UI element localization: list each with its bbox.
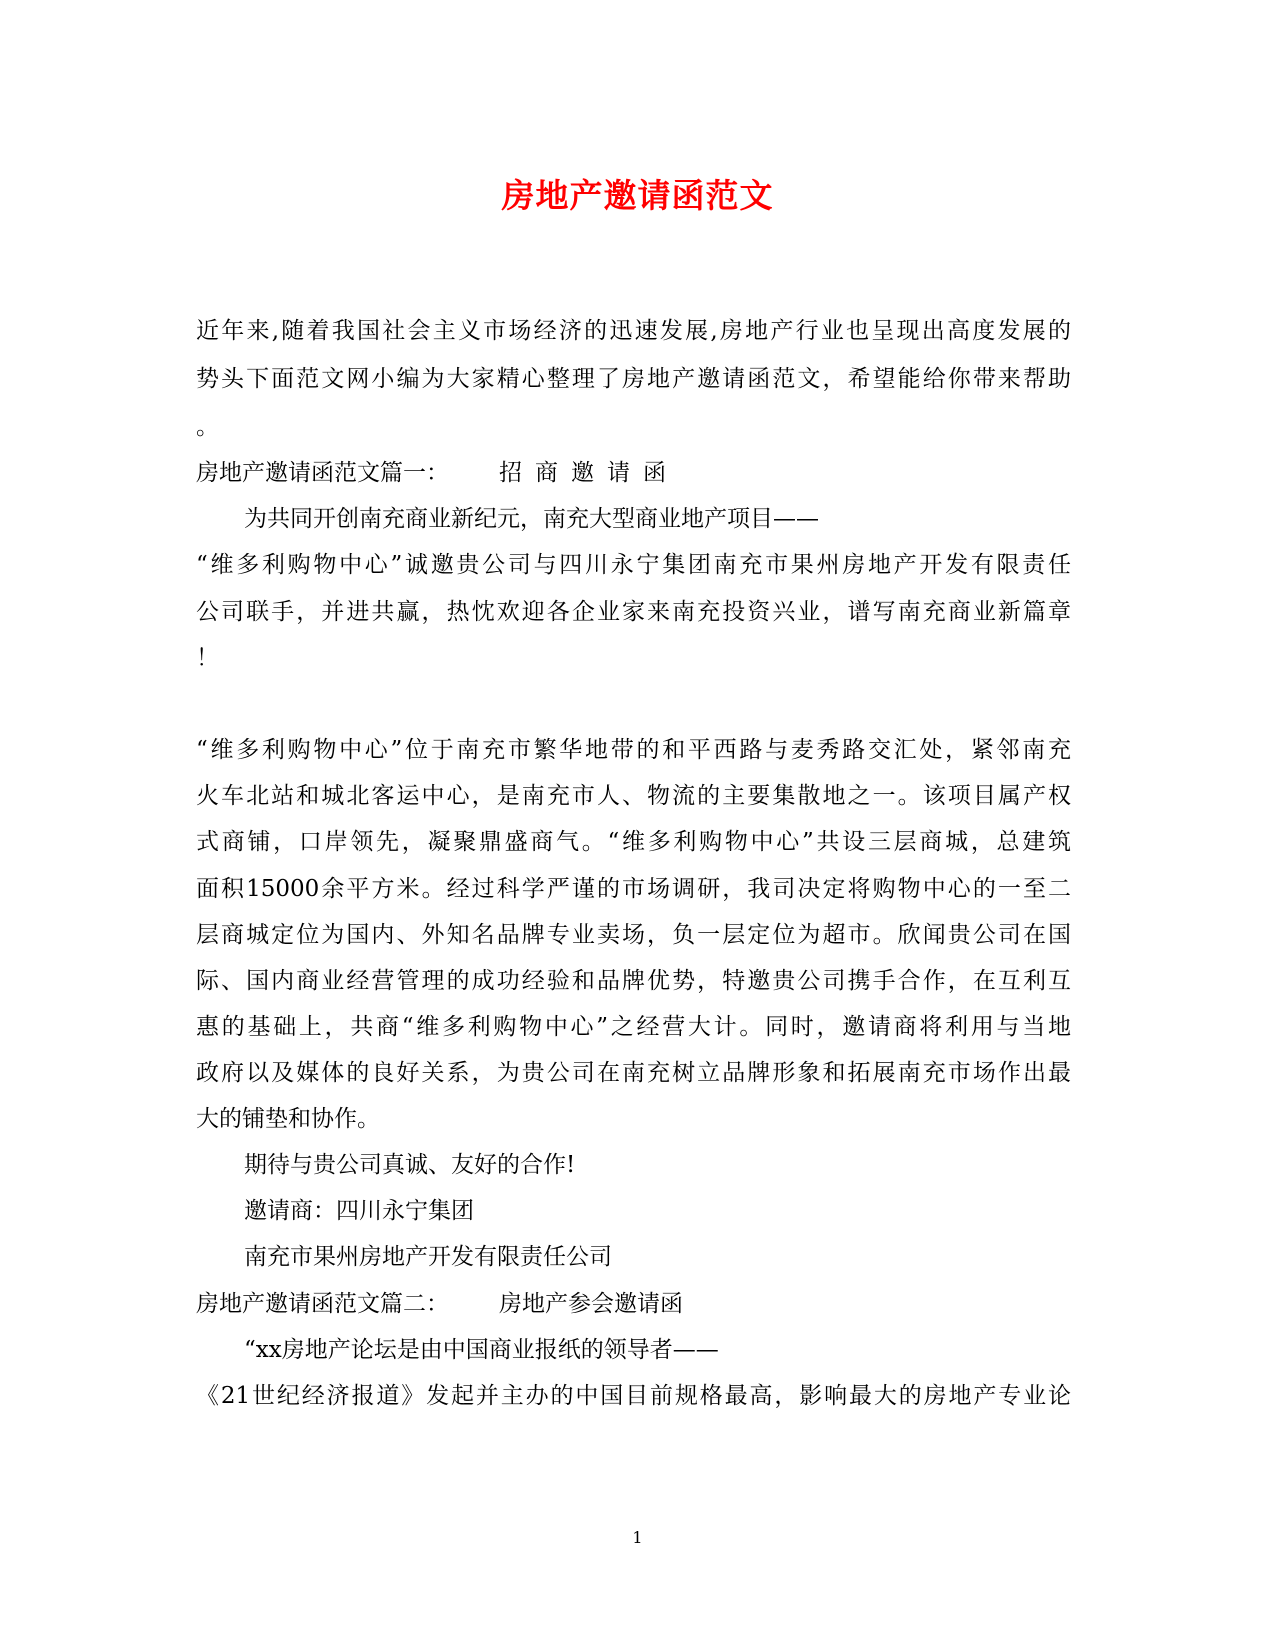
section1-p1-line-4: ！ [196,645,219,671]
section1-p2-line-7: 惠的基础上，共商“维多利购物中心”之经营大计。同时，邀请商将利用与当地 [196,1014,1071,1040]
page-number: 1 [632,1528,643,1547]
section1-p2-line-6: 际、国内商业经营管理的成功经验和品牌优势，特邀贵公司携手合作，在互利互 [196,968,1071,994]
section1-p1-line-1: 为共同开创南充商业新纪元，南充大型商业地产项目—— [244,506,819,532]
intro-line-1: 近年来,随着我国社会主义市场经济的迅速发展,房地产行业也呈现出高度发展的 [196,318,1071,344]
section2-subtitle: 房地产参会邀请函 [499,1291,683,1317]
section1-p2-line-1: “维多利购物中心”位于南充市繁华地带的和平西路与麦秀路交汇处，紧邻南充 [196,737,1071,763]
section1-inviter-line-1: 邀请商：四川永宁集团 [244,1198,474,1224]
document-title: 房地产邀请函范文 [501,176,774,215]
section1-p2-line-5: 层商城定位为国内、外知名品牌专业卖场，负一层定位为超市。欣闻贵公司在国 [196,922,1071,948]
section1-inviter-line-2: 南充市果州房地产开发有限责任公司 [244,1244,612,1270]
section2-heading: 房地产邀请函范文篇二： [196,1291,449,1317]
section2-line-2: 《21世纪经济报道》发起并主办的中国目前规格最高，影响最大的房地产专业论 [196,1383,1071,1409]
section1-heading: 房地产邀请函范文篇一： [196,460,449,486]
section2-heading-row [196,1289,683,1319]
section1-heading-row [196,458,679,488]
section1-p2-line-9: 大的铺垫和协作。 [196,1106,380,1132]
section1-p2-line-8: 政府以及媒体的良好关系，为贵公司在南充树立品牌形象和拓展南充市场作出最 [196,1060,1071,1086]
section1-p1-line-2: “维多利购物中心”诚邀贵公司与四川永宁集团南充市果州房地产开发有限责任 [196,552,1071,578]
section1-p2-line-4: 面积15000余平方米。经过科学严谨的市场调研，我司决定将购物中心的一至二 [196,876,1071,902]
section1-p2-line-2: 火车北站和城北客运中心，是南充市人、物流的主要集散地之一。该项目属产权 [196,783,1071,809]
section1-closing: 期待与贵公司真诚、友好的合作! [244,1152,576,1178]
section1-p1-line-3: 公司联手，并进共赢，热忱欢迎各企业家来南充投资兴业，谱写南充商业新篇章 [196,599,1071,625]
intro-line-2: 势头下面范文网小编为大家精心整理了房地产邀请函范文，希望能给你带来帮助 [196,366,1071,392]
section1-p2-line-3: 式商铺，口岸领先，凝聚鼎盛商气。“维多利购物中心”共设三层商城，总建筑 [196,829,1071,855]
intro-line-3: 。 [196,414,219,440]
section1-subtitle: 招商邀请函 [499,460,679,486]
section2-line-1: “xx房地产论坛是由中国商业报纸的领导者—— [244,1337,719,1363]
